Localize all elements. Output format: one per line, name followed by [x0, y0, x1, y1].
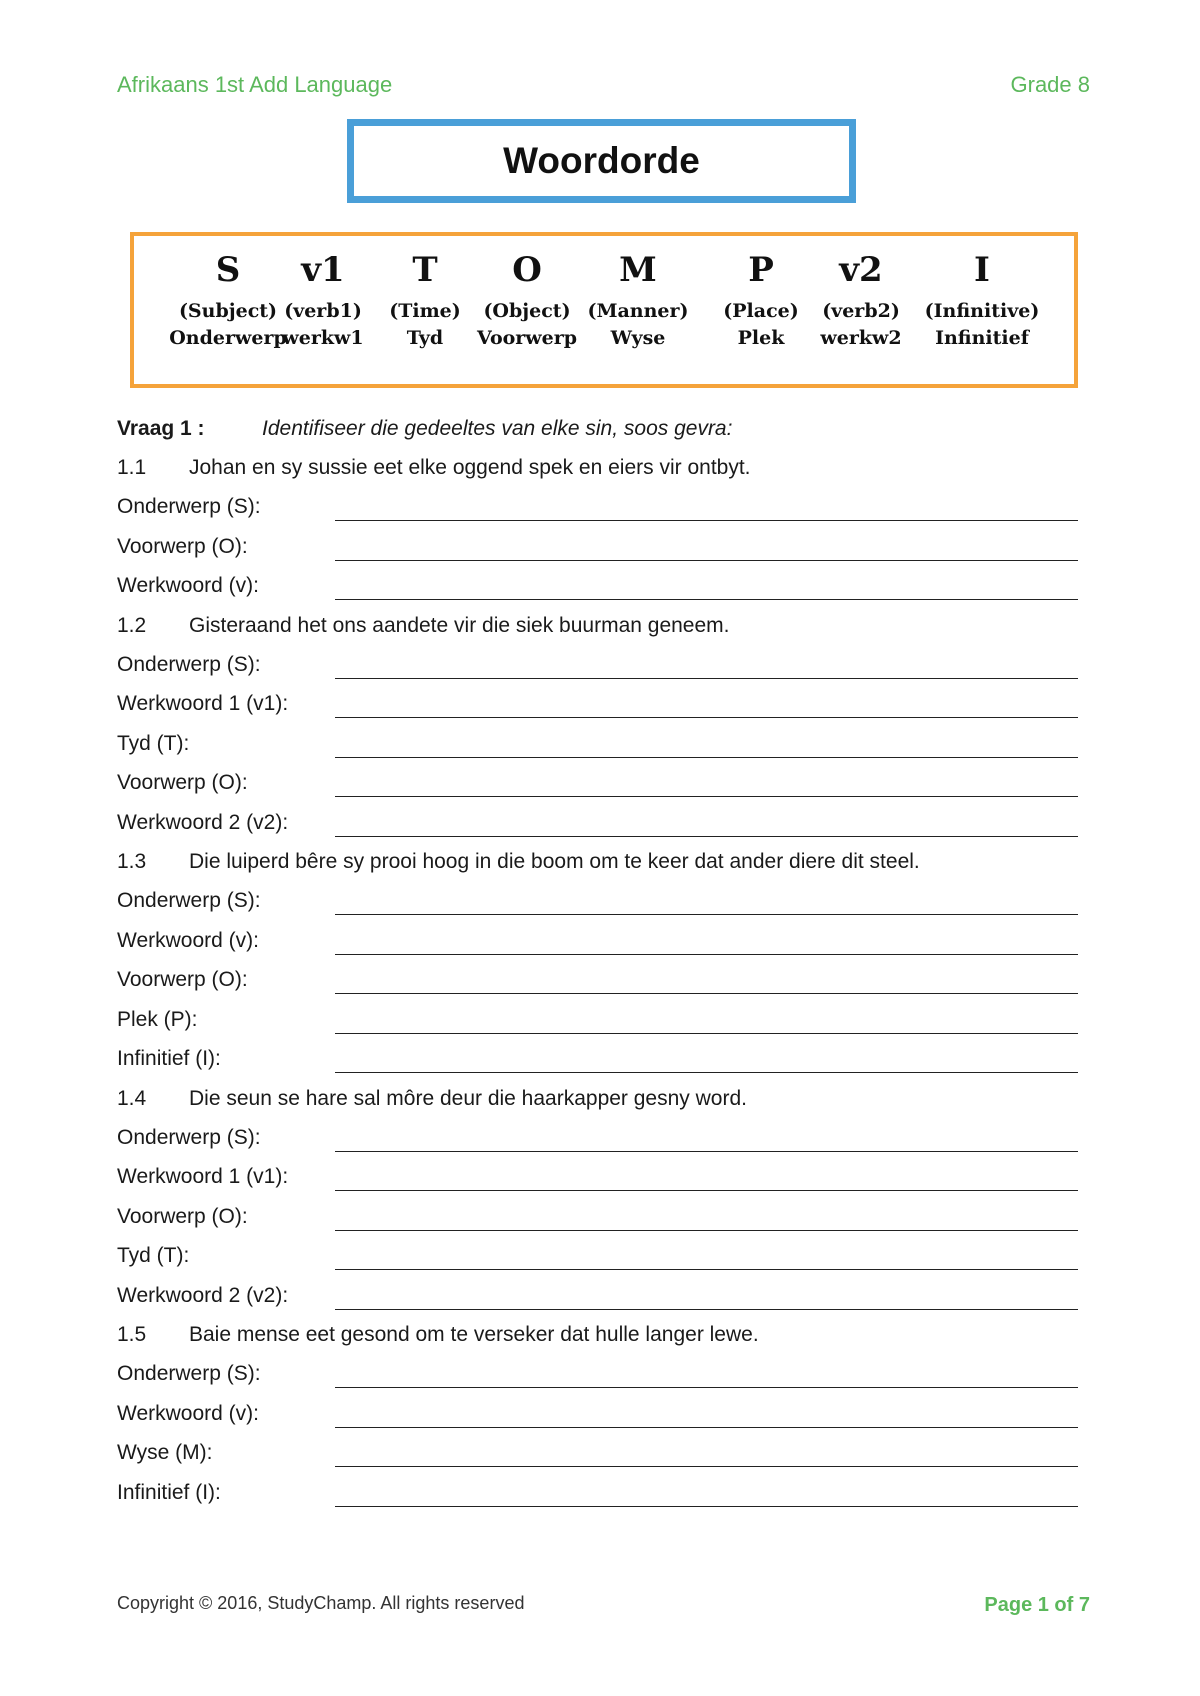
field-label: Infinitief (I):: [117, 1480, 221, 1504]
field-label: Werkwoord (v):: [117, 1401, 259, 1425]
answer-line[interactable]: [335, 914, 1078, 915]
answer-line[interactable]: [335, 1033, 1078, 1034]
item-sentence-text: Gisteraand het ons aandete vir die siek buurman geneem.: [189, 613, 730, 637]
item-sentence: [117, 1087, 747, 1111]
answer-line[interactable]: [335, 717, 1078, 718]
legend-afrikaans: Plek: [737, 327, 785, 349]
question-label: Vraag 1 :: [117, 417, 205, 440]
footer-copyright: Copyright © 2016, StudyChamp. All rights reserved: [117, 1593, 525, 1613]
answer-line[interactable]: [335, 1506, 1078, 1507]
item-number: 1.3: [117, 850, 147, 873]
field-label: Voorwerp (O):: [117, 968, 248, 991]
answer-line[interactable]: [335, 1269, 1078, 1270]
item-sentence-text: Baie mense eet gesond om te verseker dat hulle langer lewe.: [189, 1323, 759, 1346]
legend-english: (Time): [389, 300, 461, 322]
answer-line[interactable]: [335, 678, 1078, 679]
legend-english: (verb2): [822, 300, 900, 322]
question-instruction: Identifiseer die gedeeltes van elke sin, soos gevra:: [262, 417, 733, 440]
item-sentence: [117, 456, 751, 480]
field-label: Voorwerp (O):: [117, 534, 248, 558]
legend-letter: M: [619, 250, 657, 290]
field-label: Plek (P):: [117, 1007, 198, 1031]
answer-line[interactable]: [335, 599, 1078, 600]
answer-line[interactable]: [335, 1309, 1078, 1310]
answer-line[interactable]: [335, 836, 1078, 837]
item-number: 1.2: [117, 613, 147, 637]
legend-letter: v2: [839, 250, 883, 290]
field-label: Infinitief (I):: [117, 1047, 221, 1070]
answer-line[interactable]: [335, 1387, 1078, 1388]
field-label: Werkwoord 2 (v2):: [117, 810, 289, 834]
item-sentence: [117, 850, 920, 874]
field-label: Onderwerp (S):: [117, 1125, 261, 1149]
header-grade: Grade 8: [1010, 72, 1090, 97]
legend-afrikaans: werkw1: [282, 327, 364, 349]
answer-line[interactable]: [335, 757, 1078, 758]
legend-english: (Infinitive): [924, 300, 1040, 322]
page-title: Woordorde: [503, 140, 700, 181]
item-sentence: [117, 614, 730, 638]
answer-line[interactable]: [335, 1190, 1078, 1191]
item-sentence-text: Die luiperd bêre sy prooi hoog in die boom om te keer dat ander diere dit steel.: [189, 850, 920, 873]
item-number: 1.4: [117, 1086, 147, 1110]
answer-line[interactable]: [335, 1151, 1078, 1152]
header-subject: Afrikaans 1st Add Language: [117, 72, 393, 97]
legend-afrikaans: werkw2: [820, 327, 902, 349]
field-label: Voorwerp (O):: [117, 1204, 248, 1228]
item-number: 1.5: [117, 1323, 147, 1346]
legend-letter: I: [974, 250, 990, 290]
answer-line[interactable]: [335, 560, 1078, 561]
legend-english: (Place): [723, 300, 799, 322]
field-label: Tyd (T):: [117, 1244, 190, 1267]
item-number: 1.1: [117, 456, 147, 479]
answer-line[interactable]: [335, 1230, 1078, 1231]
answer-line[interactable]: [335, 520, 1078, 521]
answer-line[interactable]: [335, 796, 1078, 797]
legend-english: (verb1): [284, 300, 362, 322]
item-sentence-text: Johan en sy sussie eet elke oggend spek en eiers vir ontbyt.: [189, 456, 751, 479]
legend-letter: P: [748, 250, 774, 290]
legend-afrikaans: Tyd: [406, 327, 444, 349]
field-label: Onderwerp (S):: [117, 652, 261, 676]
answer-line[interactable]: [335, 1072, 1078, 1073]
field-label: Onderwerp (S):: [117, 889, 261, 912]
legend-afrikaans: Infinitief: [935, 327, 1029, 349]
legend-afrikaans: Voorwerp: [476, 327, 578, 349]
field-label: Onderwerp (S):: [117, 495, 261, 518]
item-sentence-text: Die seun se hare sal môre deur die haarkapper gesny word.: [189, 1086, 747, 1110]
legend-afrikaans: Wyse: [610, 327, 666, 349]
field-label: Werkwoord 1 (v1):: [117, 692, 289, 715]
field-label: Wyse (M):: [117, 1441, 213, 1464]
field-label: Werkwoord (v):: [117, 928, 259, 952]
legend-english: (Subject): [178, 300, 278, 322]
legend-letter: T: [412, 250, 438, 290]
field-label: Werkwoord 1 (v1):: [117, 1165, 289, 1188]
field-label: Voorwerp (O):: [117, 771, 248, 794]
field-label: Onderwerp (S):: [117, 1362, 261, 1385]
legend-english: (Object): [483, 300, 571, 322]
answer-line[interactable]: [335, 993, 1078, 994]
field-label: Tyd (T):: [117, 731, 190, 755]
legend-letter: S: [215, 250, 241, 290]
item-sentence: [117, 1323, 759, 1347]
field-label: Werkwoord 2 (v2):: [117, 1283, 289, 1307]
legend-letter: v1: [301, 250, 345, 290]
legend-english: (Manner): [587, 300, 689, 322]
answer-line[interactable]: [335, 1466, 1078, 1467]
legend-letter: O: [512, 250, 542, 290]
legend-afrikaans: Onderwerp: [169, 327, 287, 349]
answer-line[interactable]: [335, 1427, 1078, 1428]
field-label: Werkwoord (v):: [117, 574, 259, 597]
footer-page-number: Page 1 of 7: [984, 1594, 1090, 1616]
answer-line[interactable]: [335, 954, 1078, 955]
